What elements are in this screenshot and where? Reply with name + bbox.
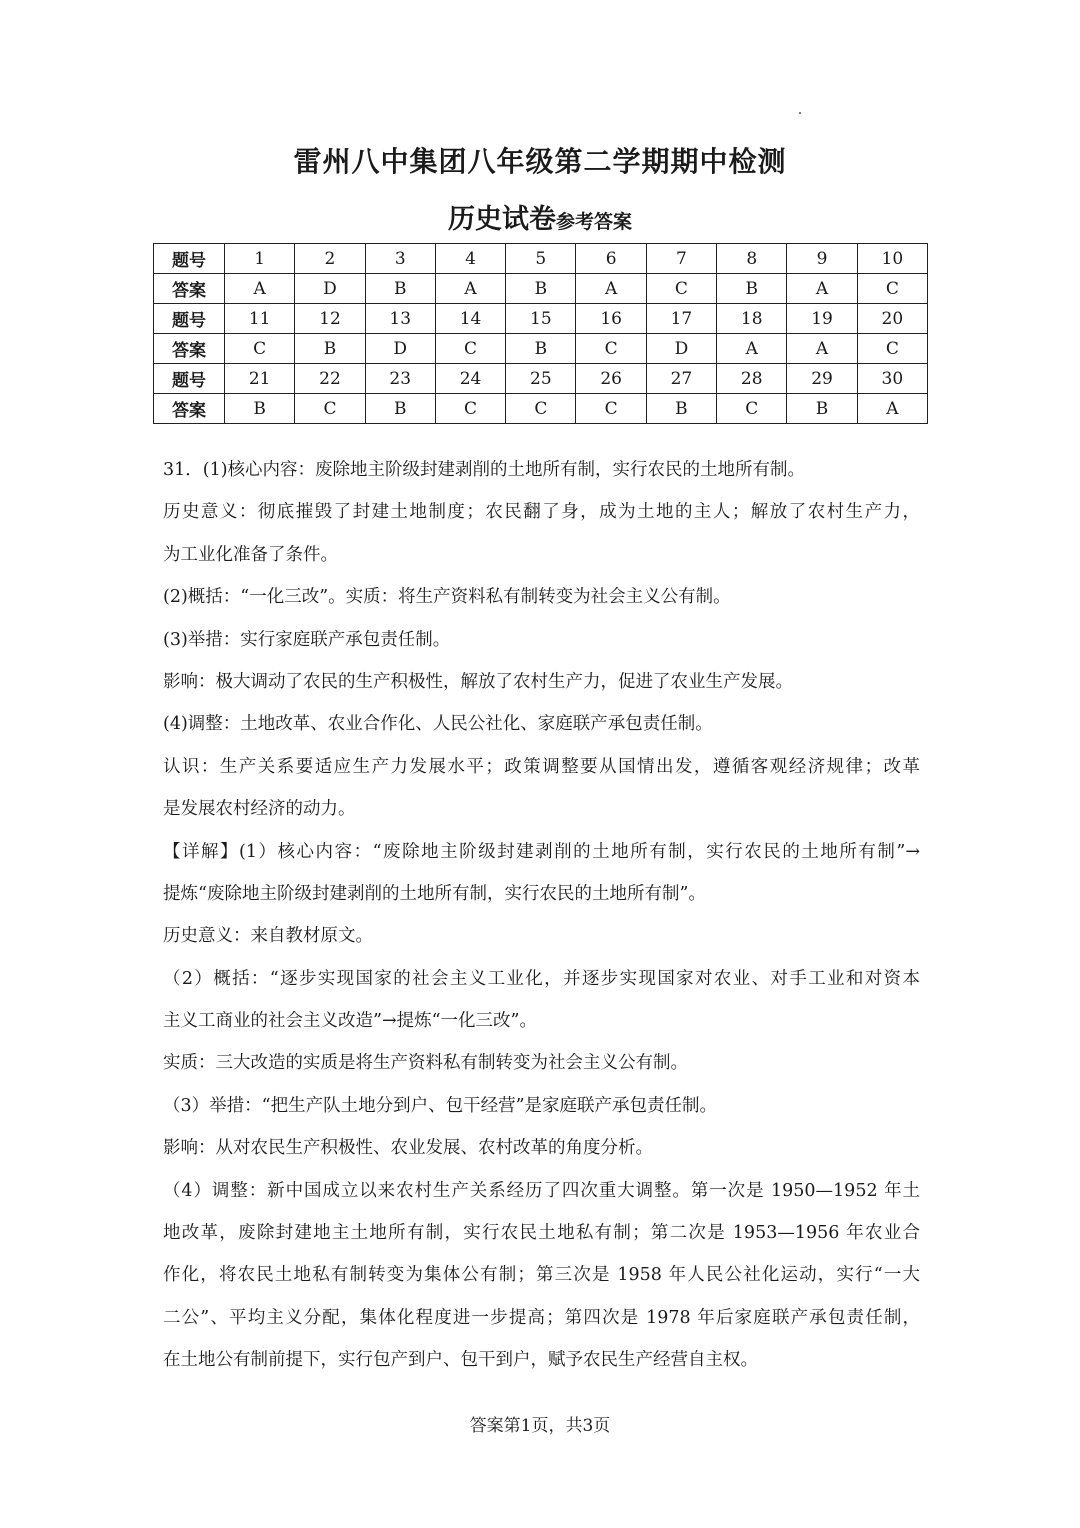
explanation-body	[163, 455, 920, 1388]
question-number-cell: 22	[295, 364, 365, 394]
question-number-cell: 20	[857, 304, 927, 334]
text-line: (4)调整：土地改革、农业合作化、人民公社化、家庭联产承包责任制。	[163, 714, 713, 735]
text-line: （2）概括：“逐步实现国家的社会主义工业化，并逐步实现国家对农业、对手工业和对资本	[163, 968, 920, 989]
answer-letter-cell: B	[646, 394, 716, 424]
question-number-cell: 21	[225, 364, 295, 394]
answer-letter-cell: A	[787, 274, 857, 304]
text-line: 二公”、平均主义分配，集体化程度进一步提高；第四次是 1978 年后家庭联产承包责任制，	[163, 1307, 920, 1328]
answer-letter-cell: C	[857, 334, 927, 364]
text-line: (2)概括：“一化三改”。实质：将生产资料私有制转变为社会主义公有制。	[163, 587, 731, 608]
text-line: 主义工商业的社会主义改造”→提炼“一化三改”。	[163, 1011, 538, 1032]
answer-letter-cell: B	[717, 274, 787, 304]
text-line: 31．(1)核心内容：废除地主阶级封建剥削的土地所有制，实行农民的土地所有制。	[163, 460, 806, 480]
answer-letter-cell: C	[295, 394, 365, 424]
question-number-cell: 17	[646, 304, 716, 334]
question-number-cell: 18	[717, 304, 787, 334]
answer-letter-cell: B	[365, 394, 435, 424]
answer-letter-cell: A	[435, 274, 505, 304]
question-number-cell: 23	[365, 364, 435, 394]
question-number-cell: 14	[435, 304, 505, 334]
answer-letter-cell: A	[787, 334, 857, 364]
question-row	[154, 364, 928, 394]
question-number-cell: 2	[295, 244, 365, 274]
answer-letter-cell: C	[225, 334, 295, 364]
text-line: 在土地公有制前提下，实行包产到户、包干到户，赋予农民生产经营自主权。	[163, 1350, 758, 1371]
answer-letter-cell: D	[295, 274, 365, 304]
text-line: 影响：极大调动了农民的生产积极性，解放了农村生产力，促进了农业生产发展。	[163, 671, 793, 692]
question-number-cell: 3	[365, 244, 435, 274]
page-footer: 答案第1页，共3页	[469, 1416, 611, 1436]
answer-letter-cell: B	[787, 394, 857, 424]
answer-letter-cell: C	[435, 334, 505, 364]
text-line: 实质：三大改造的实质是将生产资料私有制转变为社会主义公有制。	[163, 1053, 688, 1074]
answer-letter-cell: C	[506, 394, 576, 424]
answer-letter-cell: B	[225, 394, 295, 424]
answer-letter-cell: A	[576, 274, 646, 304]
question-number-cell: 13	[365, 304, 435, 334]
answer-letter-cell: B	[295, 334, 365, 364]
text-line: 地改革，废除封建地主土地所有制，实行农民土地私有制；第二次是 1953—1956 年农业合	[163, 1223, 920, 1244]
question-number-cell: 9	[787, 244, 857, 274]
question-number-cell: 29	[787, 364, 857, 394]
page-title: 雷州八中集团八年级第二学期期中检测	[293, 145, 787, 178]
row-header-question: 题号	[154, 304, 225, 334]
question-number-cell: 19	[787, 304, 857, 334]
text-line: 【详解】(1）核心内容：“废除地主阶级封建剥削的土地所有制，实行农民的土地所有制”→	[163, 841, 920, 862]
answer-row	[154, 334, 928, 364]
text-line: 是发展农村经济的动力。	[163, 799, 356, 820]
text-line: 影响：从对农民生产积极性、农业发展、农村改革的角度分析。	[163, 1138, 653, 1159]
answer-letter-cell: B	[506, 274, 576, 304]
answer-letter-cell: C	[576, 394, 646, 424]
answer-letter-cell: A	[225, 274, 295, 304]
question-number-cell: 4	[435, 244, 505, 274]
answer-letter-cell: C	[646, 274, 716, 304]
row-header-question: 题号	[154, 364, 225, 394]
answer-letter-cell: B	[365, 274, 435, 304]
question-number-cell: 16	[576, 304, 646, 334]
answer-letter-cell: B	[506, 334, 576, 364]
question-number-cell: 5	[506, 244, 576, 274]
question-row	[154, 304, 928, 334]
answer-letter-cell: C	[857, 274, 927, 304]
scan-dot	[799, 112, 801, 114]
row-header-answer: 答案	[154, 334, 225, 364]
subtitle-small: 参考答案	[555, 211, 632, 233]
page-subtitle	[0, 197, 1080, 236]
text-line: （4）调整：新中国成立以来农村生产关系经历了四次重大调整。第一次是 1950—1952 年土	[163, 1180, 920, 1201]
text-line: 历史意义：来自教材原文。	[163, 926, 373, 947]
question-number-cell: 1	[225, 244, 295, 274]
question-number-cell: 10	[857, 244, 927, 274]
answer-table	[153, 243, 928, 424]
text-line: 为工业化准备了条件。	[163, 544, 338, 565]
question-number-cell: 15	[506, 304, 576, 334]
text-line: （3）举措：“把生产队土地分到户、包干经营”是家庭联产承包责任制。	[163, 1095, 718, 1116]
answer-letter-cell: A	[857, 394, 927, 424]
answer-letter-cell: C	[435, 394, 505, 424]
question-row	[154, 244, 928, 274]
answer-letter-cell: A	[717, 334, 787, 364]
question-number-cell: 8	[717, 244, 787, 274]
answer-row	[154, 274, 928, 304]
answer-row	[154, 394, 928, 424]
text-line: 历史意义：彻底摧毁了封建土地制度；农民翻了身，成为土地的主人；解放了农村生产力，	[163, 502, 920, 523]
question-number-cell: 25	[506, 364, 576, 394]
question-number-cell: 28	[717, 364, 787, 394]
question-number-cell: 30	[857, 364, 927, 394]
question-number-cell: 26	[576, 364, 646, 394]
text-line: 认识：生产关系要适应生产力发展水平；政策调整要从国情出发，遵循客观经济规律；改革	[163, 756, 920, 777]
text-line: 提炼“废除地主阶级封建剥削的土地所有制，实行农民的土地所有制”。	[163, 883, 706, 904]
question-number-cell: 24	[435, 364, 505, 394]
answer-letter-cell: D	[646, 334, 716, 364]
row-header-answer: 答案	[154, 274, 225, 304]
question-number-cell: 12	[295, 304, 365, 334]
text-line: (3)举措：实行家庭联产承包责任制。	[163, 629, 451, 650]
question-number-cell: 27	[646, 364, 716, 394]
answer-letter-cell: D	[365, 334, 435, 364]
answer-letter-cell: C	[576, 334, 646, 364]
row-header-question: 题号	[154, 244, 225, 274]
question-number-cell: 6	[576, 244, 646, 274]
row-header-answer: 答案	[154, 394, 225, 424]
subtitle-main: 历史试卷	[447, 204, 556, 235]
text-line: 作化，将农民土地私有制转变为集体公有制；第三次是 1958 年人民公社化运动，实行“一大	[163, 1265, 920, 1286]
question-number-cell: 7	[646, 244, 716, 274]
question-number-cell: 11	[225, 304, 295, 334]
answer-letter-cell: C	[717, 394, 787, 424]
